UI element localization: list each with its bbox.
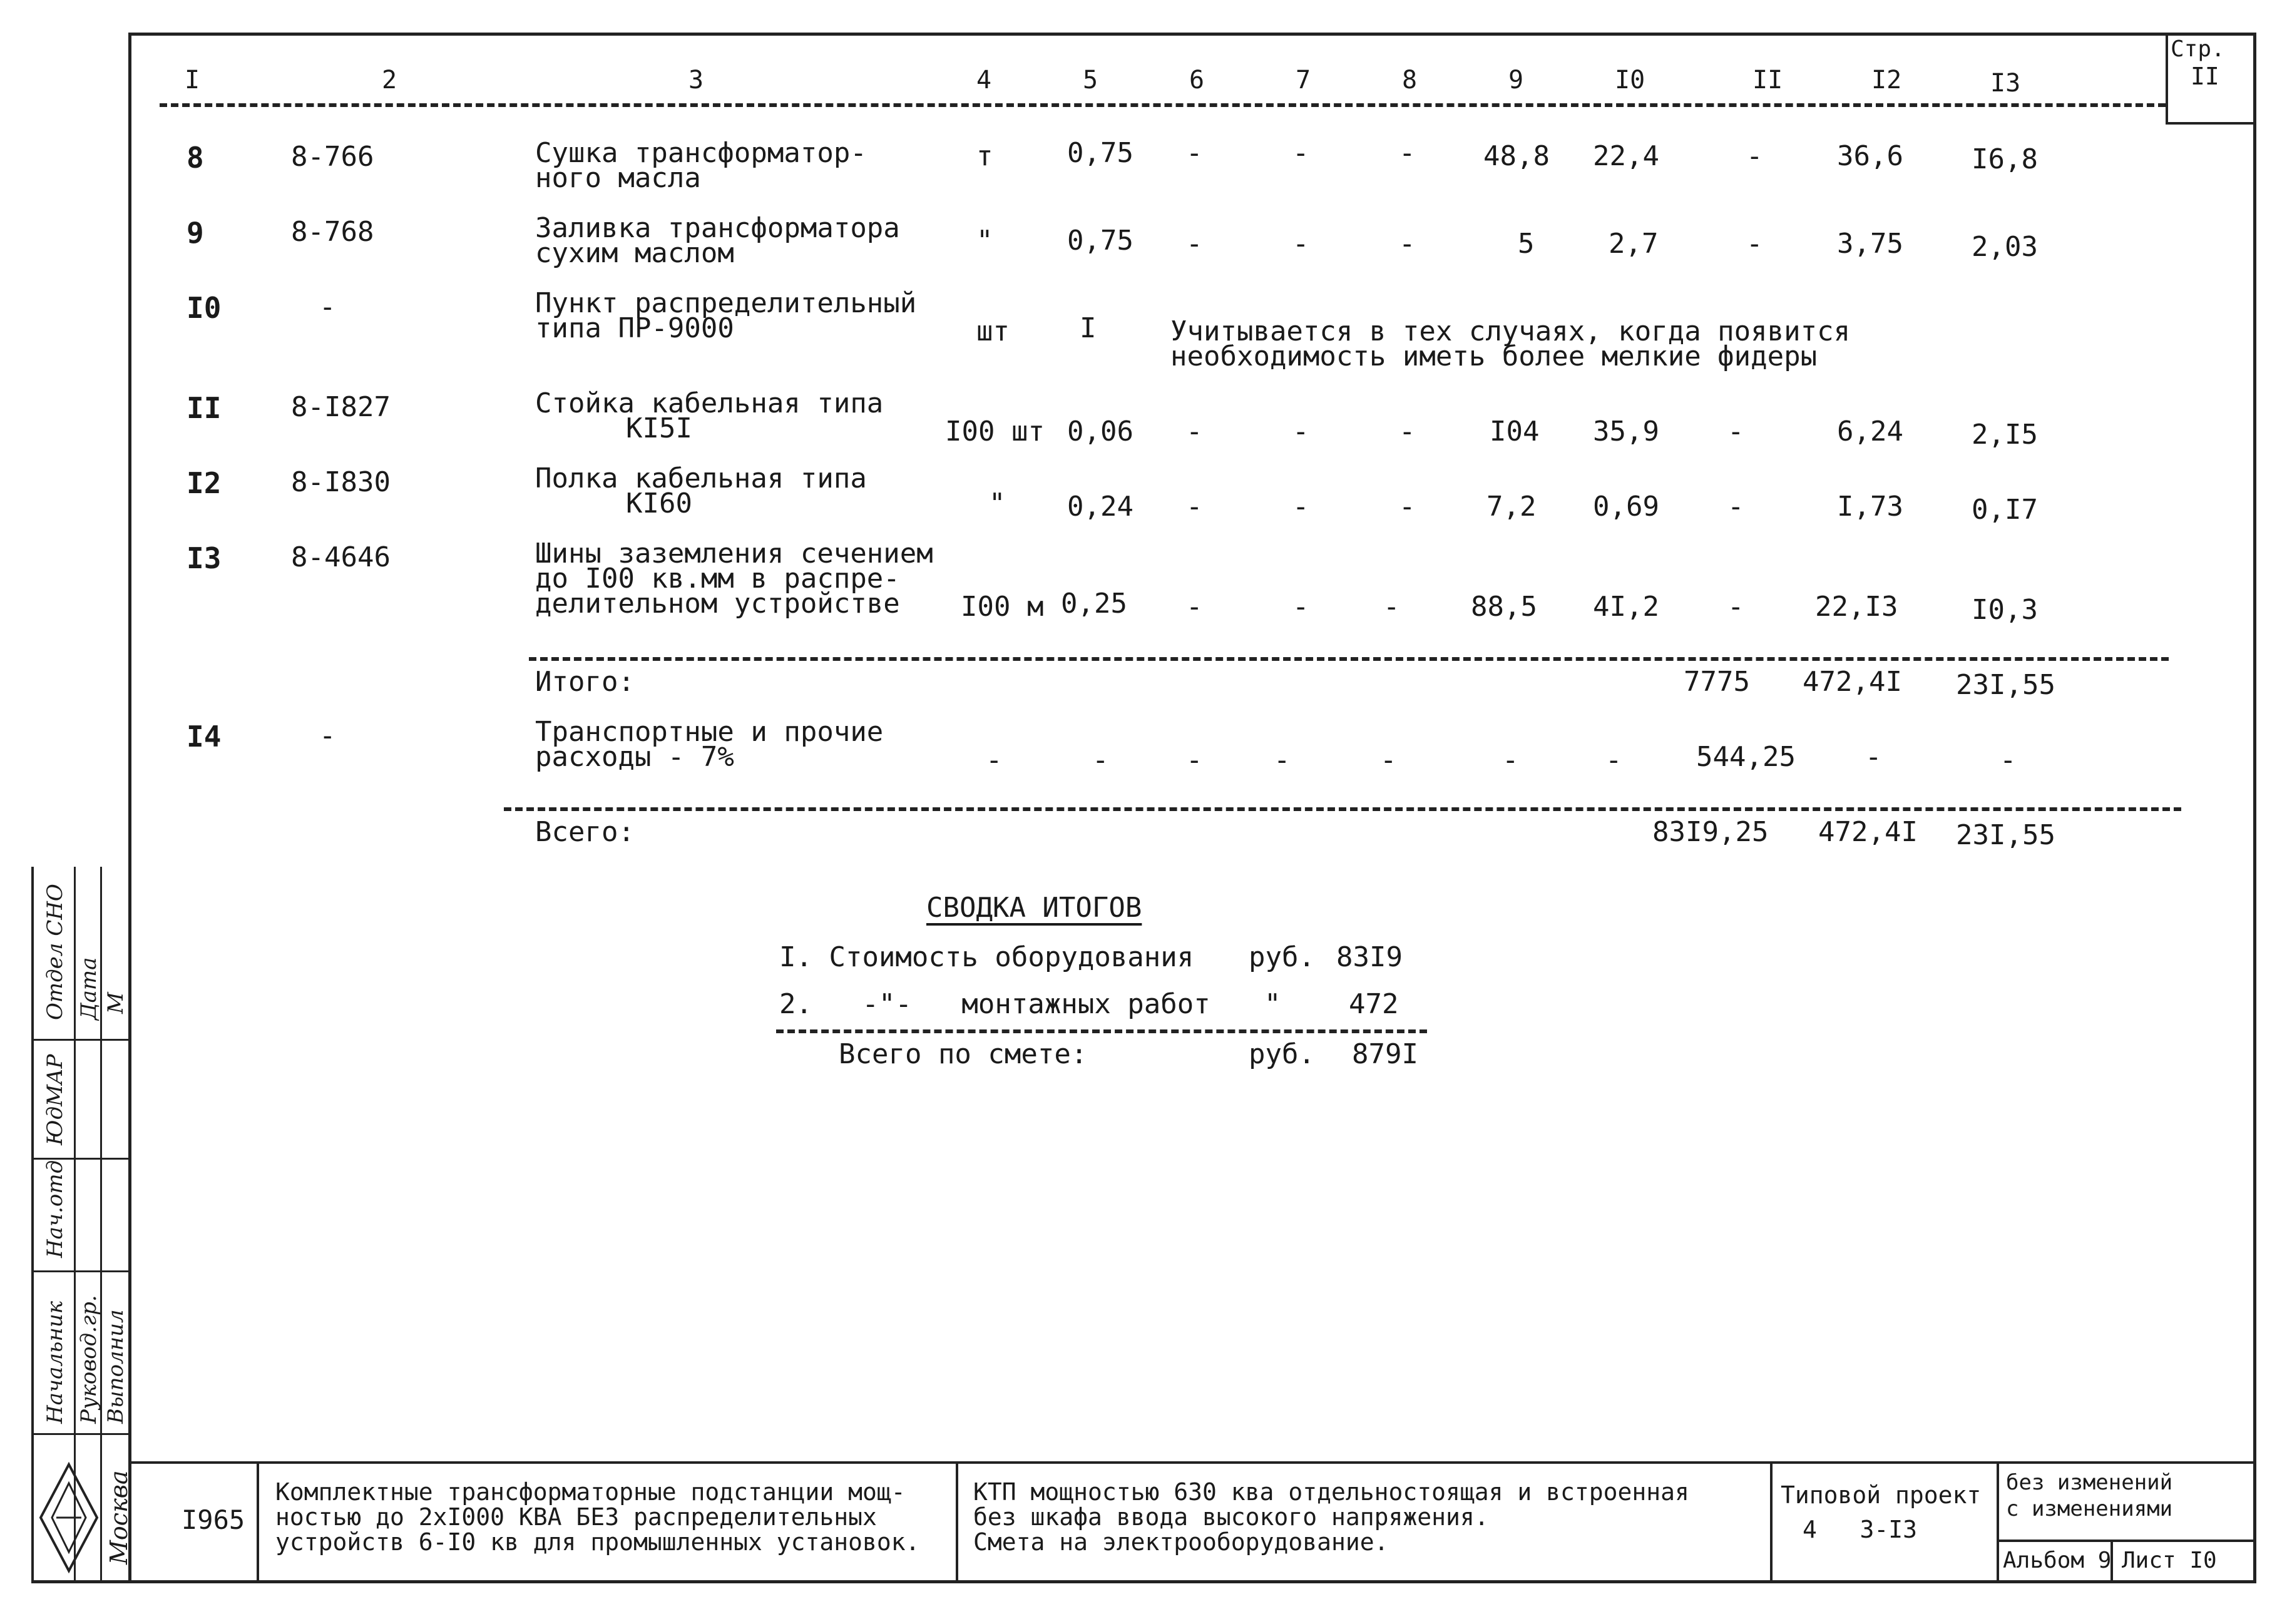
titleblock-album: Альбом 9 bbox=[2003, 1548, 2112, 1573]
row-12-c8: - bbox=[1399, 491, 1416, 523]
row-12-c9: 7,2 bbox=[1486, 491, 1537, 523]
row-12-c12: I,73 bbox=[1837, 491, 1903, 523]
row-13-c11: - bbox=[1727, 591, 1744, 623]
sheet-box-vline bbox=[2166, 33, 2168, 122]
frame-right bbox=[2253, 33, 2256, 1583]
row-9-name-2: сухим маслом bbox=[535, 237, 734, 269]
row-11-c6: - bbox=[1186, 416, 1203, 447]
tb-v-3 bbox=[1770, 1461, 1773, 1583]
row-8-c10: 22,4 bbox=[1593, 140, 1659, 172]
summary-total-unit: руб. bbox=[1249, 1038, 1315, 1070]
row-10-no: I0 bbox=[187, 291, 222, 325]
row-8-c12: 36,6 bbox=[1837, 140, 1903, 172]
row-12-c10: 0,69 bbox=[1593, 491, 1659, 523]
summary-line-2-unit: " bbox=[1264, 988, 1281, 1020]
titleblock-desc-1: Комплектные трансформаторные подстанции мощ- bbox=[275, 1478, 906, 1506]
row-8-c6: - bbox=[1186, 137, 1203, 169]
row-13-c8: - bbox=[1383, 591, 1400, 623]
row-8-unit: т bbox=[976, 140, 993, 172]
stamp-div-4 bbox=[31, 1433, 131, 1435]
row-14-d5: - bbox=[1092, 744, 1109, 776]
col-header-8: 8 bbox=[1402, 66, 1418, 94]
stamp-div-2 bbox=[31, 1158, 131, 1160]
stamp-role-5: Нач.отд bbox=[43, 1160, 68, 1258]
row-13-code: 8-4646 bbox=[291, 541, 391, 573]
summary-total-value: 879I bbox=[1352, 1038, 1418, 1070]
row-10-note-1: Учитывается в тех случаях, когда появится bbox=[1170, 315, 1851, 347]
summary-total-label: Всего по смете: bbox=[839, 1038, 1088, 1070]
row-14-d9: - bbox=[1502, 744, 1519, 776]
row-11-name-1: Стойка кабельная типа bbox=[535, 387, 884, 419]
row-13-name-3: делительном устройстве bbox=[535, 588, 900, 620]
titleblock-desc-2: ностью до 2xI000 КВА БЕЗ распределительных bbox=[275, 1503, 877, 1531]
total-label: Всего: bbox=[535, 816, 635, 848]
row-10-name-2: типа ПР-9000 bbox=[535, 312, 734, 344]
stamp-div-3 bbox=[31, 1270, 131, 1272]
row-11-c12: 6,24 bbox=[1837, 416, 1903, 447]
row-12-c13: 0,I7 bbox=[1972, 494, 2038, 526]
summary-line-2-label: 2. -"- монтажных работ bbox=[779, 988, 1210, 1020]
titleblock-change-2: с изменениями bbox=[2006, 1496, 2173, 1521]
row-11-unit: I00 шт bbox=[945, 416, 1045, 447]
tb-v-4 bbox=[1997, 1461, 1999, 1583]
row-12-no: I2 bbox=[187, 466, 222, 500]
frame-bottom bbox=[31, 1580, 2256, 1583]
titleblock-sheet: Лист I0 bbox=[2122, 1548, 2217, 1573]
total-c13: 23I,55 bbox=[1956, 819, 2055, 851]
row-10-name-1: Пункт распределительный bbox=[535, 287, 917, 319]
col-header-10: I0 bbox=[1615, 66, 1645, 94]
summary-line-1-value: 83I9 bbox=[1336, 941, 1403, 973]
titleblock-project-number: 4 3-I3 bbox=[1803, 1516, 1918, 1543]
titleblock-project-label: Типовой проект bbox=[1781, 1481, 1982, 1509]
subtotal-c13: 23I,55 bbox=[1956, 669, 2055, 701]
col-header-11: II bbox=[1752, 66, 1783, 94]
subtotal-label: Итого: bbox=[535, 666, 635, 698]
header-separator bbox=[160, 103, 2166, 107]
row-13-c13: I0,3 bbox=[1972, 594, 2038, 626]
row-12-c11: - bbox=[1727, 491, 1744, 523]
row-14-c11: 544,25 bbox=[1696, 741, 1796, 773]
row-13-unit: I00 м bbox=[961, 591, 1044, 623]
row-9-c7: - bbox=[1292, 228, 1309, 260]
stamp-role-7: Руковод.гр. bbox=[76, 1295, 101, 1424]
stamp-city: Москва bbox=[105, 1470, 133, 1565]
titleblock-change-1: без изменений bbox=[2006, 1470, 2173, 1495]
row-14-d4: - bbox=[986, 744, 1003, 776]
row-9-c8: - bbox=[1399, 228, 1416, 260]
tb-v-2 bbox=[956, 1461, 958, 1583]
tb-h-1 bbox=[1997, 1540, 2256, 1542]
titleblock-subject-3: Смета на электрооборудование. bbox=[973, 1528, 1389, 1556]
row-13-c10: 4I,2 bbox=[1593, 591, 1659, 623]
stamp-role-1: Отдел СНО bbox=[43, 884, 68, 1020]
titleblock-desc-3: устройств 6-I0 кв для промышленных установок. bbox=[275, 1528, 920, 1556]
row-12-c6: - bbox=[1186, 491, 1203, 523]
stamp-role-2: Дата bbox=[76, 957, 101, 1020]
row-9-qty: 0,75 bbox=[1067, 225, 1133, 257]
col-header-12: I2 bbox=[1871, 66, 1902, 94]
titleblock-subject-2: без шкафа ввода высокого напряжения. bbox=[973, 1503, 1489, 1531]
total-separator bbox=[504, 807, 2181, 811]
titleblock-subject-1: КТП мощностью 630 ква отдельностоящая и встроенная bbox=[973, 1478, 1689, 1506]
row-12-code: 8-I830 bbox=[291, 466, 391, 498]
row-12-name-2: КI60 bbox=[626, 488, 692, 519]
row-14-c12: - bbox=[1865, 741, 1882, 773]
row-14-code: - bbox=[319, 720, 336, 752]
row-11-c9: I04 bbox=[1490, 416, 1540, 447]
row-9-name-1: Заливка трансформатора bbox=[535, 212, 900, 244]
row-9-code: 8-768 bbox=[291, 216, 374, 248]
total-c12: 472,4I bbox=[1818, 816, 1918, 848]
row-8-c11: - bbox=[1746, 140, 1763, 172]
row-11-name-2: КI5I bbox=[626, 412, 692, 444]
row-14-no: I4 bbox=[187, 720, 222, 753]
row-14-d10: - bbox=[1605, 744, 1622, 776]
row-8-c13: I6,8 bbox=[1972, 143, 2038, 175]
row-10-code: - bbox=[319, 291, 336, 323]
subtotal-c12: 472,4I bbox=[1803, 666, 1902, 698]
row-11-qty: 0,06 bbox=[1067, 416, 1133, 447]
row-10-unit: шт bbox=[976, 315, 1010, 347]
row-14-d6: - bbox=[1186, 744, 1203, 776]
stamp-role-8: Выполнил bbox=[103, 1309, 128, 1424]
sheet-label: Стр. bbox=[2171, 36, 2225, 62]
subtotal-c11: 7775 bbox=[1684, 666, 1750, 698]
col-header-7: 7 bbox=[1296, 66, 1311, 94]
sheet-box-line bbox=[2166, 122, 2256, 125]
row-11-c13: 2,I5 bbox=[1972, 419, 2038, 451]
frame-top bbox=[128, 33, 2256, 36]
row-13-qty: 0,25 bbox=[1061, 588, 1127, 620]
row-11-c7: - bbox=[1292, 416, 1309, 447]
row-13-c7: - bbox=[1292, 591, 1309, 623]
row-13-no: I3 bbox=[187, 541, 222, 575]
row-9-c11: - bbox=[1746, 228, 1763, 260]
col-header-9: 9 bbox=[1508, 66, 1524, 94]
row-8-code: 8-766 bbox=[291, 141, 374, 173]
row-10-qty: I bbox=[1080, 312, 1097, 344]
row-13-c6: - bbox=[1186, 591, 1203, 623]
row-12-qty: 0,24 bbox=[1067, 491, 1133, 523]
subtotal-separator bbox=[529, 657, 2169, 661]
row-14-c13: - bbox=[2000, 744, 2017, 776]
row-9-unit: " bbox=[976, 225, 993, 257]
stamp-left bbox=[31, 867, 34, 1583]
row-9-c6: - bbox=[1186, 228, 1203, 260]
row-13-name-2: до I00 кв.мм в распре- bbox=[535, 563, 900, 595]
titleblock-top bbox=[128, 1461, 2256, 1464]
stamp-role-4: ЮдМАР bbox=[43, 1054, 68, 1145]
stamp-role-3: М bbox=[103, 992, 128, 1014]
row-11-no: II bbox=[187, 391, 222, 425]
row-8-name-2: ного масла bbox=[535, 162, 701, 194]
row-9-c13: 2,03 bbox=[1972, 231, 2038, 263]
total-c11: 83I9,25 bbox=[1652, 816, 1769, 848]
titleblock-year: I965 bbox=[182, 1504, 245, 1535]
row-8-no: 8 bbox=[187, 141, 204, 175]
col-header-6: 6 bbox=[1189, 66, 1205, 94]
row-12-unit: " bbox=[989, 488, 1006, 519]
row-9-c9: 5 bbox=[1518, 228, 1535, 260]
row-12-name-1: Полка кабельная типа bbox=[535, 462, 867, 494]
frame-left bbox=[128, 33, 131, 1583]
row-11-c11: - bbox=[1727, 416, 1744, 447]
summary-title: СВОДКА ИТОГОВ bbox=[926, 892, 1142, 924]
stamp-role-6: Начальник bbox=[43, 1300, 68, 1424]
row-10-note-2: необходимость иметь более мелкие фидеры bbox=[1170, 340, 1818, 372]
row-14-d7: - bbox=[1274, 744, 1291, 776]
row-9-c12: 3,75 bbox=[1837, 228, 1903, 260]
row-11-code: 8-I827 bbox=[291, 391, 391, 423]
summary-line-1-unit: руб. bbox=[1249, 941, 1315, 973]
sheet-number: II bbox=[2191, 63, 2219, 90]
row-8-c9: 48,8 bbox=[1483, 140, 1550, 172]
col-header-5: 5 bbox=[1083, 66, 1098, 94]
summary-line-1-label: I. Стоимость оборудования bbox=[779, 941, 1194, 973]
row-9-no: 9 bbox=[187, 216, 204, 250]
row-8-name-1: Сушка трансформатор- bbox=[535, 137, 867, 169]
col-header-13: I3 bbox=[1990, 69, 2021, 98]
col-header-4: 4 bbox=[976, 66, 992, 94]
row-14-name-2: расходы - 7% bbox=[535, 741, 734, 773]
stamp-div-1 bbox=[31, 1039, 131, 1041]
summary-separator bbox=[776, 1029, 1427, 1033]
row-8-qty: 0,75 bbox=[1067, 137, 1133, 169]
tb-v-1 bbox=[257, 1461, 259, 1583]
col-header-1: I bbox=[185, 66, 200, 94]
row-14-d8: - bbox=[1380, 744, 1397, 776]
row-12-c7: - bbox=[1292, 491, 1309, 523]
institute-logo-icon bbox=[34, 1458, 103, 1577]
col-header-3: 3 bbox=[688, 66, 704, 94]
row-8-c7: - bbox=[1292, 137, 1309, 169]
row-13-c9: 88,5 bbox=[1471, 591, 1537, 623]
row-11-c10: 35,9 bbox=[1593, 416, 1659, 447]
row-9-c10: 2,7 bbox=[1609, 228, 1659, 260]
row-11-c8: - bbox=[1399, 416, 1416, 447]
row-14-name-1: Транспортные и прочие bbox=[535, 716, 884, 748]
row-13-c12: 22,I3 bbox=[1815, 591, 1898, 623]
row-8-c8: - bbox=[1399, 137, 1416, 169]
row-13-name-1: Шины заземления сечением bbox=[535, 538, 933, 569]
col-header-2: 2 bbox=[382, 66, 397, 94]
summary-line-2-value: 472 bbox=[1349, 988, 1399, 1020]
